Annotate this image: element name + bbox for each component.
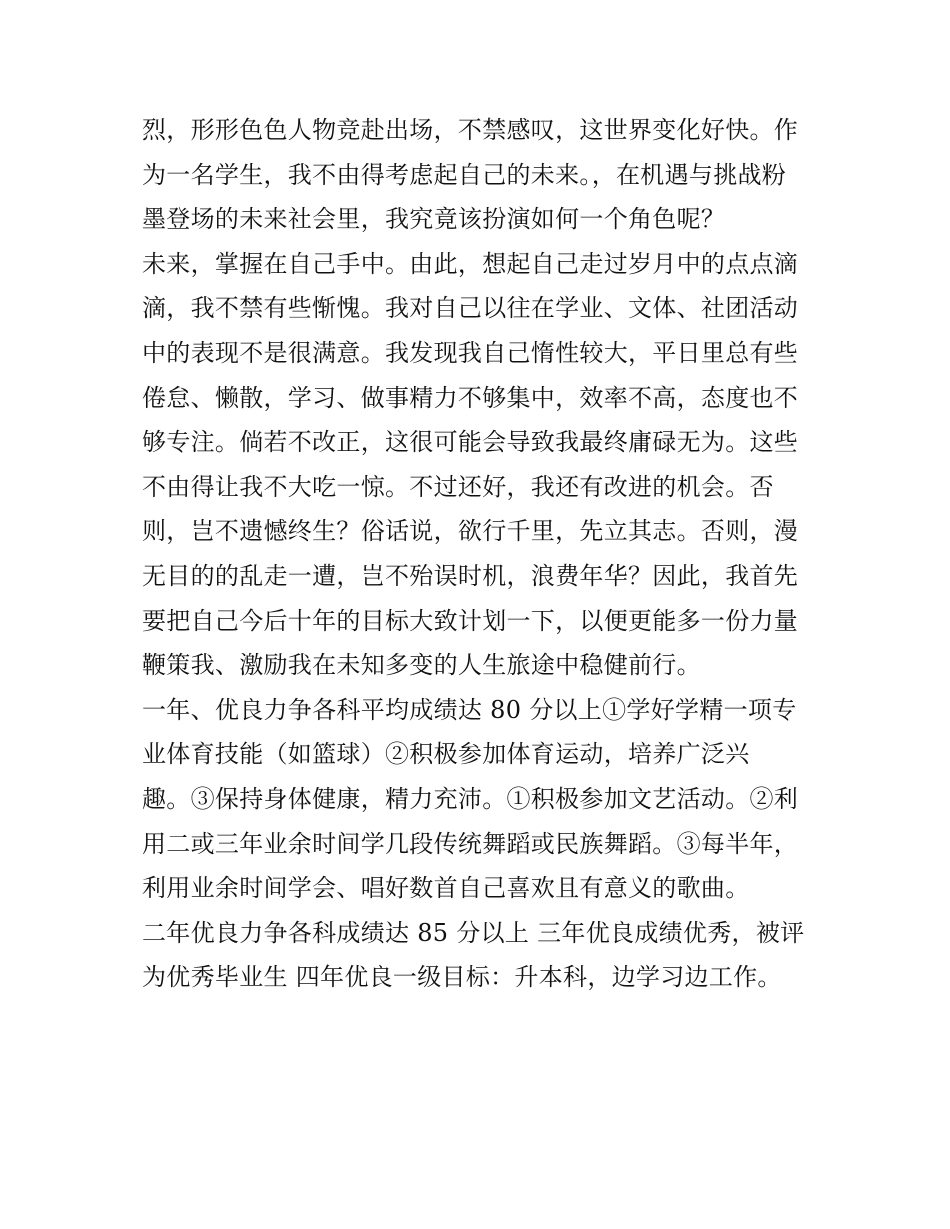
text-line: 滴，我不禁有些惭愧。我对自己以往在学业、文体、社团活动 — [142, 294, 799, 323]
text-line: 无目的的乱走一遭，岂不殆误时机，浪费年华？因此，我首先 — [142, 561, 799, 590]
text-line: 则，岂不遗憾终生？俗话说，欲行千里，先立其志。否则，漫 — [142, 517, 799, 546]
text-line: 墨登场的未来社会里，我究竟该扮演如何一个角色呢？ — [142, 205, 726, 234]
text-line: 烈，形形色色人物竞赴出场，不禁感叹，这世界变化好快。作 — [142, 116, 799, 144]
text-line: 一年、优良力争各科平均成绩达 80 分以上①学好学精一项专 — [142, 695, 797, 724]
text-line: 二年优良力争各科成绩达 85 分以上 三年优良成绩优秀，被评 — [142, 918, 805, 947]
text-line: 够专注。倘若不改正，这很可能会导致我最终庸碌无为。这些 — [142, 428, 799, 457]
text-line: 趣。③保持身体健康，精力充沛。①积极参加文艺活动。②利 — [142, 784, 799, 813]
text-line: 鞭策我、激励我在未知多变的人生旅途中稳健前行。 — [142, 651, 701, 680]
text-line: 不由得让我不大吃一惊。不过还好，我还有改进的机会。否 — [142, 472, 774, 501]
document-body — [142, 108, 812, 1000]
text-line: 中的表现不是很满意。我发现我自己惰性较大，平日里总有些 — [142, 338, 799, 367]
text-line: 为一名学生，我不由得考虑起自己的未来。，在机遇与挑战粉 — [142, 160, 787, 189]
text-line: 倦怠、懒散，学习、做事精力不够集中，效率不高，态度也不 — [142, 383, 799, 412]
text-line: 利用业余时间学会、唱好数首自己喜欢且有意义的歌曲。 — [142, 874, 750, 903]
text-line: 用二或三年业余时间学几段传统舞蹈或民族舞蹈。③每半年， — [142, 829, 799, 858]
text-line: 未来，掌握在自己手中。由此，想起自己走过岁月中的点点滴 — [142, 249, 799, 278]
text-line: 为优秀毕业生 四年优良一级目标：升本科，边学习边工作。 — [142, 963, 782, 992]
text-line: 要把自己今后十年的目标大致计划一下，以便更能多一份力量 — [142, 606, 799, 635]
text-line: 业体育技能（如篮球）②积极参加体育运动，培养广泛兴 — [142, 740, 750, 769]
